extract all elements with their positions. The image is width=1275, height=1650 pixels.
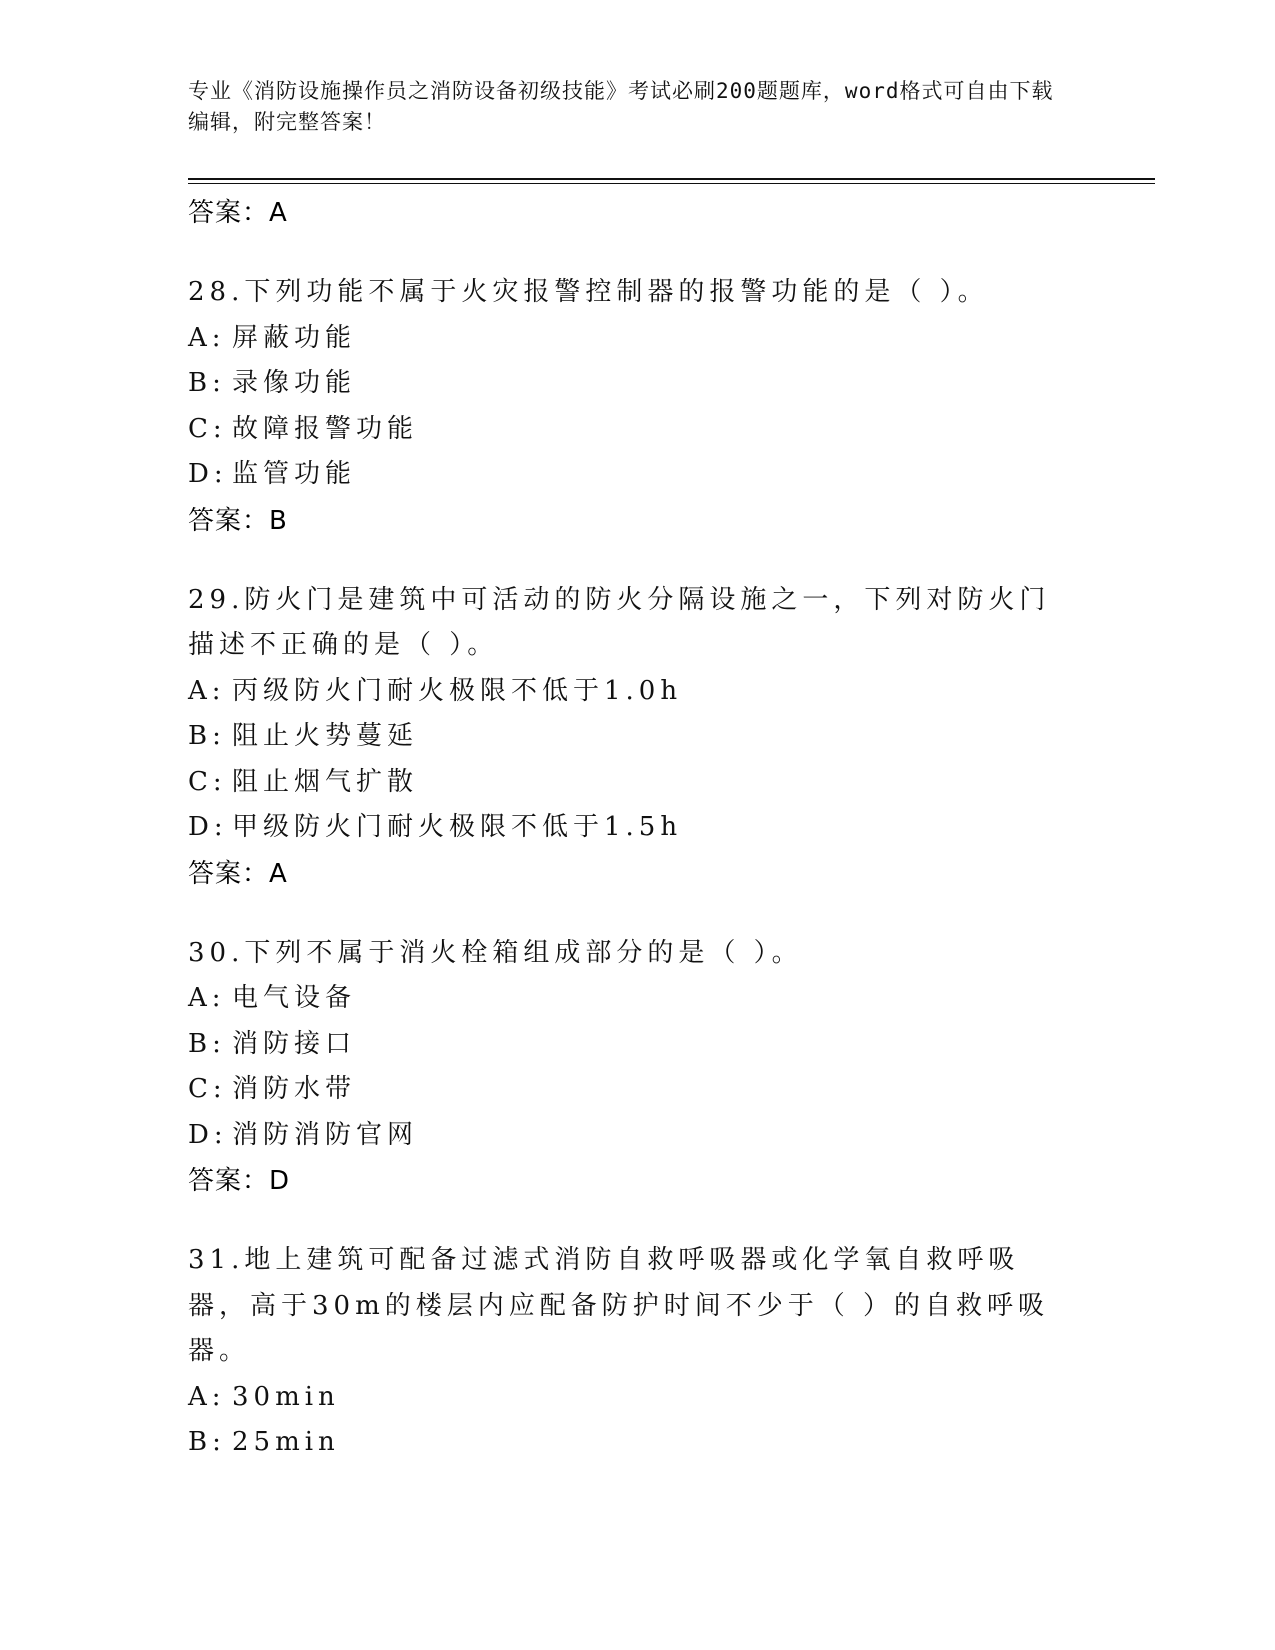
option-b bbox=[188, 1420, 1088, 1466]
answer-label: 答案：B bbox=[188, 505, 288, 536]
question-number: 31. bbox=[188, 1245, 245, 1275]
option-key: C: bbox=[188, 413, 227, 444]
option-a bbox=[188, 669, 1088, 715]
option-text: 故障报警功能 bbox=[232, 413, 419, 444]
option-text: 消防水带 bbox=[232, 1074, 357, 1104]
option-text: 消防接口 bbox=[232, 1028, 357, 1059]
option-b bbox=[188, 1022, 1088, 1068]
question-stem: 地上建筑可配备过滤式消防自救呼吸器或化学氧自救呼吸器，高于30m的楼层内应配备防护时间不少于（ ）的自救呼吸器。 bbox=[188, 1245, 1050, 1366]
option-text: 25min bbox=[232, 1427, 340, 1457]
option-d bbox=[188, 805, 1088, 851]
question-number: 29. bbox=[188, 584, 245, 615]
answer-label: 答案：A bbox=[188, 198, 288, 228]
option-key: C: bbox=[188, 1074, 227, 1104]
page-header: 专业《消防设施操作员之消防设备初级技能》考试必刷200题题库，word格式可自由下载编辑，附完整答案！ bbox=[188, 79, 1054, 134]
answer-label: 答案：D bbox=[188, 1166, 291, 1196]
option-a bbox=[188, 976, 1088, 1022]
option-b bbox=[188, 361, 1088, 407]
option-key: A: bbox=[188, 322, 226, 353]
question-stem: 下列不属于消火栓箱组成部分的是（ ）。 bbox=[244, 937, 803, 968]
option-key: B: bbox=[188, 1427, 226, 1457]
question-list bbox=[188, 190, 1088, 1500]
option-key: D: bbox=[188, 1119, 228, 1150]
option-c bbox=[188, 1067, 1088, 1113]
question-31 bbox=[188, 1238, 1088, 1466]
option-key: A: bbox=[188, 675, 226, 706]
option-text: 30min bbox=[232, 1381, 340, 1412]
option-c bbox=[188, 760, 1088, 806]
option-text: 电气设备 bbox=[232, 983, 357, 1013]
option-text: 阻止烟气扩散 bbox=[232, 766, 419, 797]
question-text bbox=[188, 578, 1078, 669]
option-text: 屏蔽功能 bbox=[232, 322, 357, 353]
option-text: 消防消防官网 bbox=[232, 1119, 419, 1150]
option-b bbox=[188, 714, 1088, 760]
option-text: 监管功能 bbox=[232, 459, 357, 489]
option-key: A: bbox=[188, 1381, 226, 1412]
option-key: B: bbox=[188, 368, 226, 398]
question-30 bbox=[188, 931, 1088, 1205]
question-stem: 下列功能不属于火灾报警控制器的报警功能的是（ ）。 bbox=[244, 277, 989, 307]
question-text bbox=[188, 270, 1078, 316]
option-key: B: bbox=[188, 1028, 226, 1059]
option-key: C: bbox=[188, 766, 227, 797]
option-key: A: bbox=[188, 983, 226, 1013]
option-key: D: bbox=[188, 812, 228, 842]
answer-label: 答案：A bbox=[188, 858, 288, 889]
option-key: B: bbox=[188, 721, 226, 751]
option-text: 阻止火势蔓延 bbox=[232, 721, 419, 751]
question-text bbox=[188, 1238, 1078, 1375]
header-divider bbox=[188, 178, 1155, 180]
question-number: 28. bbox=[188, 277, 245, 307]
question-28 bbox=[188, 270, 1088, 544]
option-key: D: bbox=[188, 459, 228, 489]
question-number: 30. bbox=[188, 937, 245, 968]
question-text bbox=[188, 931, 1078, 977]
option-text: 甲级防火门耐火极限不低于1.5h bbox=[232, 812, 683, 842]
option-d bbox=[188, 1113, 1088, 1159]
header-divider-thin bbox=[188, 183, 1155, 184]
option-a bbox=[188, 316, 1088, 362]
option-text: 丙级防火门耐火极限不低于1.0h bbox=[232, 675, 683, 706]
option-text: 录像功能 bbox=[232, 368, 357, 398]
option-a bbox=[188, 1375, 1088, 1421]
option-d bbox=[188, 452, 1088, 498]
question-29 bbox=[188, 578, 1088, 897]
question-stem: 防火门是建筑中可活动的防火分隔设施之一，下列对防火门描述不正确的是（ ）。 bbox=[188, 584, 1051, 660]
option-c bbox=[188, 407, 1088, 453]
